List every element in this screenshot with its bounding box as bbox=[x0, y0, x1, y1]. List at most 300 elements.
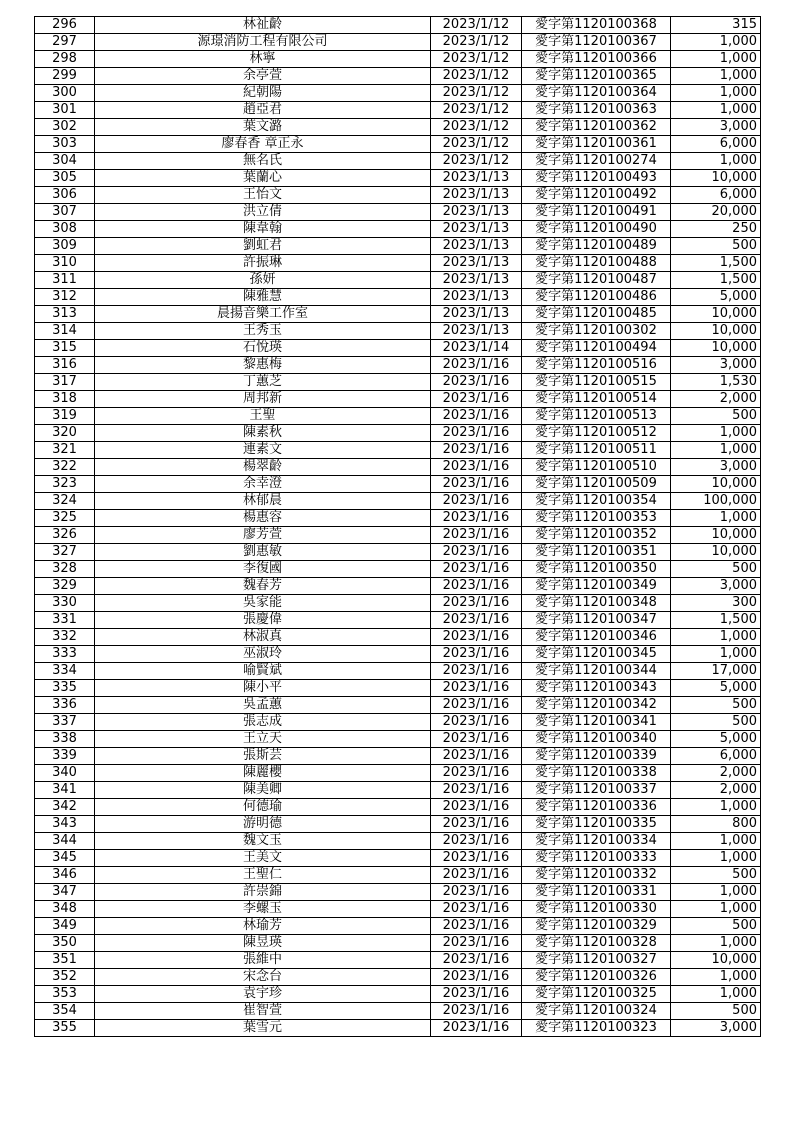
donor-name: 王怡文 bbox=[95, 187, 431, 204]
receipt-number: 愛字第1120100325 bbox=[522, 986, 671, 1003]
donation-amount: 1,000 bbox=[671, 833, 761, 850]
table-row bbox=[35, 391, 761, 408]
donor-name: 廖芳萱 bbox=[95, 527, 431, 544]
table-row bbox=[35, 918, 761, 935]
donation-amount: 1,000 bbox=[671, 969, 761, 986]
receipt-number: 愛字第1120100365 bbox=[522, 68, 671, 85]
donation-amount: 2,000 bbox=[671, 782, 761, 799]
receipt-number: 愛字第1120100354 bbox=[522, 493, 671, 510]
row-number: 319 bbox=[35, 408, 95, 425]
row-number: 343 bbox=[35, 816, 95, 833]
row-number: 305 bbox=[35, 170, 95, 187]
donation-amount: 500 bbox=[671, 408, 761, 425]
donation-date: 2023/1/12 bbox=[431, 153, 522, 170]
donor-name: 廖春香 章正永 bbox=[95, 136, 431, 153]
donation-date: 2023/1/13 bbox=[431, 170, 522, 187]
donor-name: 晨揚音樂工作室 bbox=[95, 306, 431, 323]
table-row bbox=[35, 459, 761, 476]
donation-amount: 1,500 bbox=[671, 272, 761, 289]
table-row bbox=[35, 102, 761, 119]
row-number: 329 bbox=[35, 578, 95, 595]
donation-amount: 10,000 bbox=[671, 476, 761, 493]
receipt-number: 愛字第1120100336 bbox=[522, 799, 671, 816]
table-row bbox=[35, 119, 761, 136]
table-row bbox=[35, 782, 761, 799]
donation-date: 2023/1/13 bbox=[431, 255, 522, 272]
donation-amount: 1,000 bbox=[671, 102, 761, 119]
donation-date: 2023/1/16 bbox=[431, 629, 522, 646]
donation-amount: 10,000 bbox=[671, 323, 761, 340]
row-number: 352 bbox=[35, 969, 95, 986]
row-number: 355 bbox=[35, 1020, 95, 1037]
row-number: 320 bbox=[35, 425, 95, 442]
row-number: 335 bbox=[35, 680, 95, 697]
receipt-number: 愛字第1120100515 bbox=[522, 374, 671, 391]
table-row bbox=[35, 493, 761, 510]
row-number: 330 bbox=[35, 595, 95, 612]
table-row bbox=[35, 357, 761, 374]
receipt-number: 愛字第1120100344 bbox=[522, 663, 671, 680]
row-number: 315 bbox=[35, 340, 95, 357]
table-row bbox=[35, 969, 761, 986]
donation-amount: 1,000 bbox=[671, 68, 761, 85]
donation-amount: 100,000 bbox=[671, 493, 761, 510]
row-number: 334 bbox=[35, 663, 95, 680]
donor-name: 紀朝陽 bbox=[95, 85, 431, 102]
donation-amount: 250 bbox=[671, 221, 761, 238]
row-number: 351 bbox=[35, 952, 95, 969]
table-row bbox=[35, 850, 761, 867]
receipt-number: 愛字第1120100333 bbox=[522, 850, 671, 867]
donor-name: 劉虹君 bbox=[95, 238, 431, 255]
row-number: 342 bbox=[35, 799, 95, 816]
donation-date: 2023/1/16 bbox=[431, 408, 522, 425]
receipt-number: 愛字第1120100489 bbox=[522, 238, 671, 255]
row-number: 299 bbox=[35, 68, 95, 85]
donation-amount: 5,000 bbox=[671, 731, 761, 748]
donation-amount: 1,000 bbox=[671, 646, 761, 663]
donor-name: 陳昱瑛 bbox=[95, 935, 431, 952]
receipt-number: 愛字第1120100485 bbox=[522, 306, 671, 323]
donor-name: 許振琳 bbox=[95, 255, 431, 272]
donation-date: 2023/1/16 bbox=[431, 918, 522, 935]
donation-date: 2023/1/16 bbox=[431, 935, 522, 952]
table-row bbox=[35, 646, 761, 663]
table-row bbox=[35, 238, 761, 255]
receipt-number: 愛字第1120100334 bbox=[522, 833, 671, 850]
table-row bbox=[35, 51, 761, 68]
donation-date: 2023/1/16 bbox=[431, 680, 522, 697]
table-row bbox=[35, 680, 761, 697]
donation-date: 2023/1/16 bbox=[431, 561, 522, 578]
receipt-number: 愛字第1120100491 bbox=[522, 204, 671, 221]
donation-date: 2023/1/13 bbox=[431, 272, 522, 289]
receipt-number: 愛字第1120100326 bbox=[522, 969, 671, 986]
row-number: 311 bbox=[35, 272, 95, 289]
donation-date: 2023/1/16 bbox=[431, 425, 522, 442]
table-row bbox=[35, 510, 761, 527]
row-number: 325 bbox=[35, 510, 95, 527]
receipt-number: 愛字第1120100345 bbox=[522, 646, 671, 663]
donation-date: 2023/1/13 bbox=[431, 221, 522, 238]
donation-date: 2023/1/12 bbox=[431, 51, 522, 68]
donor-name: 陳麗櫻 bbox=[95, 765, 431, 782]
table-row bbox=[35, 816, 761, 833]
receipt-number: 愛字第1120100353 bbox=[522, 510, 671, 527]
table-row bbox=[35, 901, 761, 918]
donor-name: 葉雪元 bbox=[95, 1020, 431, 1037]
donation-amount: 500 bbox=[671, 697, 761, 714]
table-row bbox=[35, 204, 761, 221]
receipt-number: 愛字第1120100362 bbox=[522, 119, 671, 136]
donor-name: 何德瑜 bbox=[95, 799, 431, 816]
donation-amount: 500 bbox=[671, 714, 761, 731]
receipt-number: 愛字第1120100332 bbox=[522, 867, 671, 884]
donation-date: 2023/1/16 bbox=[431, 544, 522, 561]
donation-date: 2023/1/16 bbox=[431, 459, 522, 476]
donor-name: 王聖 bbox=[95, 408, 431, 425]
table-row bbox=[35, 170, 761, 187]
donation-date: 2023/1/16 bbox=[431, 952, 522, 969]
receipt-number: 愛字第1120100512 bbox=[522, 425, 671, 442]
donation-amount: 1,000 bbox=[671, 629, 761, 646]
table-row bbox=[35, 986, 761, 1003]
donor-name: 丁蕙芝 bbox=[95, 374, 431, 391]
receipt-number: 愛字第1120100337 bbox=[522, 782, 671, 799]
ledger-body bbox=[35, 17, 761, 1037]
receipt-number: 愛字第1120100490 bbox=[522, 221, 671, 238]
receipt-number: 愛字第1120100350 bbox=[522, 561, 671, 578]
donation-date: 2023/1/16 bbox=[431, 493, 522, 510]
donor-name: 林祉齡 bbox=[95, 17, 431, 34]
donor-name: 吳家能 bbox=[95, 595, 431, 612]
row-number: 349 bbox=[35, 918, 95, 935]
donor-name: 石悅瑛 bbox=[95, 340, 431, 357]
receipt-number: 愛字第1120100302 bbox=[522, 323, 671, 340]
donor-name: 楊翠齡 bbox=[95, 459, 431, 476]
row-number: 345 bbox=[35, 850, 95, 867]
receipt-number: 愛字第1120100487 bbox=[522, 272, 671, 289]
donor-name: 張志成 bbox=[95, 714, 431, 731]
donor-name: 張維中 bbox=[95, 952, 431, 969]
donor-name: 王聖仁 bbox=[95, 867, 431, 884]
receipt-number: 愛字第1120100361 bbox=[522, 136, 671, 153]
donation-date: 2023/1/13 bbox=[431, 238, 522, 255]
receipt-number: 愛字第1120100346 bbox=[522, 629, 671, 646]
donor-name: 林淑真 bbox=[95, 629, 431, 646]
receipt-number: 愛字第1120100363 bbox=[522, 102, 671, 119]
table-row bbox=[35, 629, 761, 646]
table-row bbox=[35, 612, 761, 629]
donation-date: 2023/1/12 bbox=[431, 34, 522, 51]
donation-amount: 1,000 bbox=[671, 442, 761, 459]
row-number: 302 bbox=[35, 119, 95, 136]
donation-amount: 10,000 bbox=[671, 527, 761, 544]
donation-date: 2023/1/16 bbox=[431, 527, 522, 544]
donation-date: 2023/1/13 bbox=[431, 204, 522, 221]
receipt-number: 愛字第1120100510 bbox=[522, 459, 671, 476]
donation-date: 2023/1/16 bbox=[431, 391, 522, 408]
donation-amount: 1,530 bbox=[671, 374, 761, 391]
receipt-number: 愛字第1120100364 bbox=[522, 85, 671, 102]
receipt-number: 愛字第1120100342 bbox=[522, 697, 671, 714]
donor-name: 源璟消防工程有限公司 bbox=[95, 34, 431, 51]
donation-date: 2023/1/16 bbox=[431, 1003, 522, 1020]
receipt-number: 愛字第1120100339 bbox=[522, 748, 671, 765]
table-row bbox=[35, 697, 761, 714]
donor-name: 許崇錦 bbox=[95, 884, 431, 901]
receipt-number: 愛字第1120100327 bbox=[522, 952, 671, 969]
receipt-number: 愛字第1120100324 bbox=[522, 1003, 671, 1020]
donation-ledger-table bbox=[34, 16, 761, 1037]
donation-date: 2023/1/16 bbox=[431, 476, 522, 493]
donation-amount: 10,000 bbox=[671, 544, 761, 561]
donation-amount: 10,000 bbox=[671, 306, 761, 323]
receipt-number: 愛字第1120100341 bbox=[522, 714, 671, 731]
donation-amount: 3,000 bbox=[671, 1020, 761, 1037]
row-number: 312 bbox=[35, 289, 95, 306]
donor-name: 游明德 bbox=[95, 816, 431, 833]
row-number: 341 bbox=[35, 782, 95, 799]
donation-amount: 1,000 bbox=[671, 34, 761, 51]
receipt-number: 愛字第1120100338 bbox=[522, 765, 671, 782]
donation-date: 2023/1/16 bbox=[431, 374, 522, 391]
row-number: 353 bbox=[35, 986, 95, 1003]
donation-date: 2023/1/16 bbox=[431, 816, 522, 833]
row-number: 308 bbox=[35, 221, 95, 238]
donation-amount: 3,000 bbox=[671, 578, 761, 595]
donor-name: 李螺玉 bbox=[95, 901, 431, 918]
donor-name: 劉惠敏 bbox=[95, 544, 431, 561]
donation-amount: 20,000 bbox=[671, 204, 761, 221]
donation-amount: 10,000 bbox=[671, 170, 761, 187]
table-row bbox=[35, 374, 761, 391]
donation-date: 2023/1/16 bbox=[431, 969, 522, 986]
donation-amount: 500 bbox=[671, 918, 761, 935]
donation-date: 2023/1/16 bbox=[431, 442, 522, 459]
table-row bbox=[35, 187, 761, 204]
receipt-number: 愛字第1120100514 bbox=[522, 391, 671, 408]
donor-name: 魏春芳 bbox=[95, 578, 431, 595]
donor-name: 張慶偉 bbox=[95, 612, 431, 629]
receipt-number: 愛字第1120100367 bbox=[522, 34, 671, 51]
donation-amount: 500 bbox=[671, 238, 761, 255]
donation-date: 2023/1/16 bbox=[431, 986, 522, 1003]
donation-date: 2023/1/16 bbox=[431, 612, 522, 629]
receipt-number: 愛字第1120100509 bbox=[522, 476, 671, 493]
donation-date: 2023/1/16 bbox=[431, 748, 522, 765]
row-number: 324 bbox=[35, 493, 95, 510]
row-number: 317 bbox=[35, 374, 95, 391]
row-number: 307 bbox=[35, 204, 95, 221]
donation-amount: 5,000 bbox=[671, 289, 761, 306]
row-number: 354 bbox=[35, 1003, 95, 1020]
row-number: 333 bbox=[35, 646, 95, 663]
table-row bbox=[35, 799, 761, 816]
donor-name: 孫妍 bbox=[95, 272, 431, 289]
table-row bbox=[35, 884, 761, 901]
donation-date: 2023/1/16 bbox=[431, 799, 522, 816]
row-number: 347 bbox=[35, 884, 95, 901]
donation-amount: 17,000 bbox=[671, 663, 761, 680]
row-number: 338 bbox=[35, 731, 95, 748]
row-number: 344 bbox=[35, 833, 95, 850]
donation-amount: 1,000 bbox=[671, 153, 761, 170]
table-row bbox=[35, 153, 761, 170]
donation-date: 2023/1/12 bbox=[431, 17, 522, 34]
donation-amount: 5,000 bbox=[671, 680, 761, 697]
donation-amount: 3,000 bbox=[671, 459, 761, 476]
row-number: 340 bbox=[35, 765, 95, 782]
table-row bbox=[35, 663, 761, 680]
donor-name: 陳韋翰 bbox=[95, 221, 431, 238]
donor-name: 陳小平 bbox=[95, 680, 431, 697]
receipt-number: 愛字第1120100351 bbox=[522, 544, 671, 561]
donation-amount: 1,500 bbox=[671, 612, 761, 629]
table-row bbox=[35, 935, 761, 952]
receipt-number: 愛字第1120100347 bbox=[522, 612, 671, 629]
donation-amount: 2,000 bbox=[671, 765, 761, 782]
donation-amount: 6,000 bbox=[671, 187, 761, 204]
donor-name: 陳素秋 bbox=[95, 425, 431, 442]
receipt-number: 愛字第1120100330 bbox=[522, 901, 671, 918]
table-row bbox=[35, 952, 761, 969]
donation-amount: 6,000 bbox=[671, 748, 761, 765]
row-number: 316 bbox=[35, 357, 95, 374]
row-number: 304 bbox=[35, 153, 95, 170]
receipt-number: 愛字第1120100329 bbox=[522, 918, 671, 935]
table-row bbox=[35, 544, 761, 561]
donation-amount: 3,000 bbox=[671, 119, 761, 136]
donor-name: 陳美卿 bbox=[95, 782, 431, 799]
donation-date: 2023/1/16 bbox=[431, 510, 522, 527]
donor-name: 張斯芸 bbox=[95, 748, 431, 765]
donor-name: 葉蘭心 bbox=[95, 170, 431, 187]
donation-amount: 315 bbox=[671, 17, 761, 34]
donor-name: 李復國 bbox=[95, 561, 431, 578]
table-row bbox=[35, 1003, 761, 1020]
donation-date: 2023/1/12 bbox=[431, 136, 522, 153]
receipt-number: 愛字第1120100352 bbox=[522, 527, 671, 544]
table-row bbox=[35, 748, 761, 765]
row-number: 297 bbox=[35, 34, 95, 51]
donation-amount: 10,000 bbox=[671, 340, 761, 357]
table-row bbox=[35, 306, 761, 323]
receipt-number: 愛字第1120100516 bbox=[522, 357, 671, 374]
table-row bbox=[35, 867, 761, 884]
row-number: 301 bbox=[35, 102, 95, 119]
receipt-number: 愛字第1120100343 bbox=[522, 680, 671, 697]
table-row bbox=[35, 833, 761, 850]
table-row bbox=[35, 1020, 761, 1037]
receipt-number: 愛字第1120100348 bbox=[522, 595, 671, 612]
donation-amount: 500 bbox=[671, 867, 761, 884]
receipt-number: 愛字第1120100323 bbox=[522, 1020, 671, 1037]
donation-amount: 1,000 bbox=[671, 85, 761, 102]
donation-date: 2023/1/16 bbox=[431, 578, 522, 595]
row-number: 300 bbox=[35, 85, 95, 102]
donation-amount: 1,000 bbox=[671, 510, 761, 527]
receipt-number: 愛字第1120100340 bbox=[522, 731, 671, 748]
table-row bbox=[35, 442, 761, 459]
row-number: 313 bbox=[35, 306, 95, 323]
row-number: 331 bbox=[35, 612, 95, 629]
donation-date: 2023/1/16 bbox=[431, 595, 522, 612]
donor-name: 喻賢斌 bbox=[95, 663, 431, 680]
row-number: 322 bbox=[35, 459, 95, 476]
table-row bbox=[35, 221, 761, 238]
donation-date: 2023/1/16 bbox=[431, 663, 522, 680]
donor-name: 巫淑玲 bbox=[95, 646, 431, 663]
donation-amount: 1,000 bbox=[671, 884, 761, 901]
donor-name: 宋念台 bbox=[95, 969, 431, 986]
donor-name: 黎惠梅 bbox=[95, 357, 431, 374]
table-row bbox=[35, 765, 761, 782]
donor-name: 楊惠容 bbox=[95, 510, 431, 527]
donation-amount: 6,000 bbox=[671, 136, 761, 153]
receipt-number: 愛字第1120100494 bbox=[522, 340, 671, 357]
receipt-number: 愛字第1120100488 bbox=[522, 255, 671, 272]
receipt-number: 愛字第1120100486 bbox=[522, 289, 671, 306]
donation-date: 2023/1/16 bbox=[431, 833, 522, 850]
donation-date: 2023/1/16 bbox=[431, 714, 522, 731]
donation-date: 2023/1/13 bbox=[431, 289, 522, 306]
receipt-number: 愛字第1120100492 bbox=[522, 187, 671, 204]
row-number: 339 bbox=[35, 748, 95, 765]
donation-amount: 1,500 bbox=[671, 255, 761, 272]
row-number: 326 bbox=[35, 527, 95, 544]
row-number: 303 bbox=[35, 136, 95, 153]
row-number: 298 bbox=[35, 51, 95, 68]
row-number: 323 bbox=[35, 476, 95, 493]
donation-date: 2023/1/12 bbox=[431, 68, 522, 85]
table-row bbox=[35, 476, 761, 493]
donation-date: 2023/1/16 bbox=[431, 357, 522, 374]
donor-name: 王立天 bbox=[95, 731, 431, 748]
receipt-number: 愛字第1120100493 bbox=[522, 170, 671, 187]
donation-amount: 1,000 bbox=[671, 901, 761, 918]
row-number: 310 bbox=[35, 255, 95, 272]
row-number: 321 bbox=[35, 442, 95, 459]
donor-name: 王秀玉 bbox=[95, 323, 431, 340]
row-number: 314 bbox=[35, 323, 95, 340]
donation-date: 2023/1/16 bbox=[431, 697, 522, 714]
receipt-number: 愛字第1120100366 bbox=[522, 51, 671, 68]
row-number: 350 bbox=[35, 935, 95, 952]
donation-amount: 1,000 bbox=[671, 425, 761, 442]
donor-name: 王美文 bbox=[95, 850, 431, 867]
donation-amount: 1,000 bbox=[671, 935, 761, 952]
donor-name: 無名氏 bbox=[95, 153, 431, 170]
donor-name: 葉文潞 bbox=[95, 119, 431, 136]
row-number: 346 bbox=[35, 867, 95, 884]
table-row bbox=[35, 17, 761, 34]
donation-date: 2023/1/12 bbox=[431, 102, 522, 119]
donation-amount: 2,000 bbox=[671, 391, 761, 408]
donor-name: 袁宇珍 bbox=[95, 986, 431, 1003]
receipt-number: 愛字第1120100511 bbox=[522, 442, 671, 459]
table-row bbox=[35, 408, 761, 425]
donor-name: 林郁晨 bbox=[95, 493, 431, 510]
donation-date: 2023/1/12 bbox=[431, 85, 522, 102]
table-row bbox=[35, 714, 761, 731]
donation-date: 2023/1/16 bbox=[431, 901, 522, 918]
table-row bbox=[35, 136, 761, 153]
table-row bbox=[35, 561, 761, 578]
donation-date: 2023/1/14 bbox=[431, 340, 522, 357]
table-row bbox=[35, 272, 761, 289]
donation-amount: 800 bbox=[671, 816, 761, 833]
